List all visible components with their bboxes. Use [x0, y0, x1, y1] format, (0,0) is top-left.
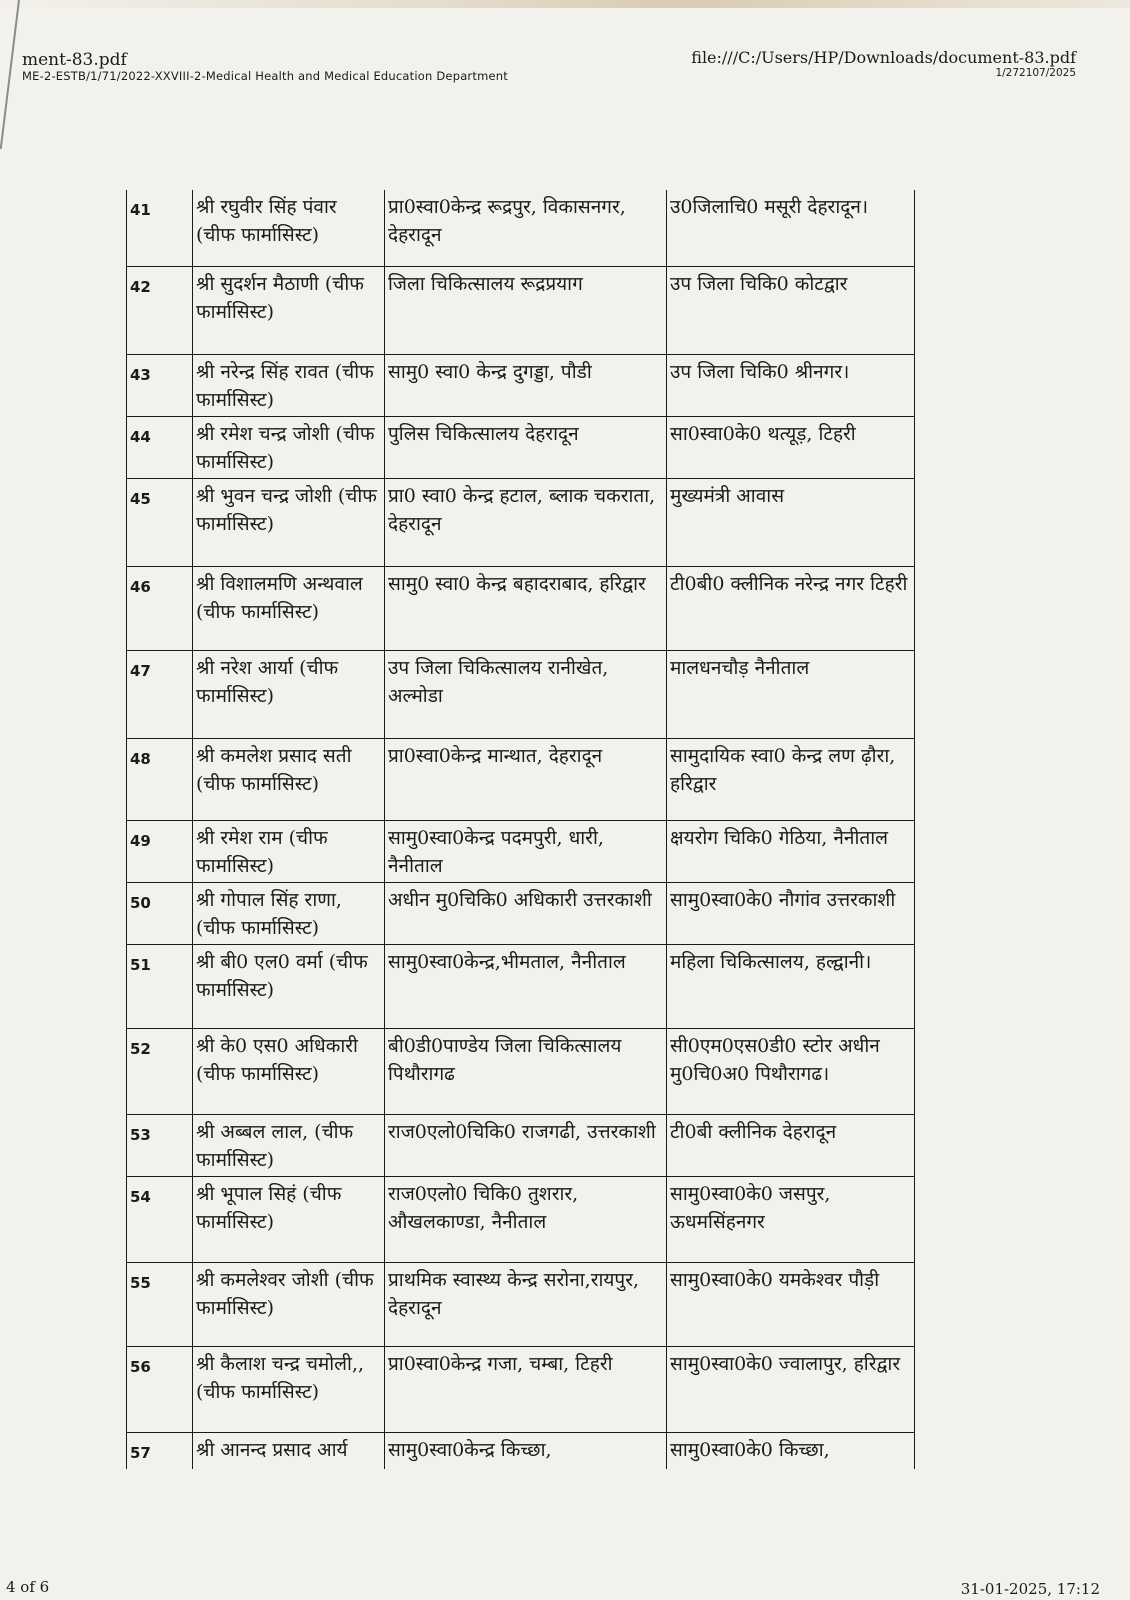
employee-name: श्री बी0 एल0 वर्मा (चीफ फार्मासिस्ट) [193, 944, 385, 1028]
row-number: 55 [127, 1262, 193, 1346]
page-number: 4 of 6 [6, 1578, 50, 1596]
current-posting: सामु0स्वा0केन्द्र,भीमताल, नैनीताल [385, 944, 667, 1028]
table-row [127, 820, 915, 882]
row-number: 57 [127, 1432, 193, 1469]
transfer-posting: सी0एम0एस0डी0 स्टोर अधीन मु0चि0अ0 पिथौरागढ। [667, 1028, 915, 1114]
table-row [127, 1028, 915, 1114]
row-number: 49 [127, 820, 193, 882]
current-posting: उप जिला चिकित्सालय रानीखेत, अल्मोडा [385, 650, 667, 738]
employee-name: श्री गोपाल सिंह राणा, (चीफ फार्मासिस्ट) [193, 882, 385, 944]
transfer-posting: टी0बी क्लीनिक देहरादून [667, 1114, 915, 1176]
current-posting: सामु0स्वा0केन्द्र पदमपुरी, धारी, नैनीताल [385, 820, 667, 882]
transfer-posting: उप जिला चिकि0 कोटद्वार [667, 266, 915, 354]
row-number: 44 [127, 416, 193, 478]
current-posting: जिला चिकित्सालय रूद्रप्रयाग [385, 266, 667, 354]
transfer-posting: सामु0स्वा0के0 नौगांव उत्तरकाशी [667, 882, 915, 944]
row-number: 51 [127, 944, 193, 1028]
transfer-posting: सामु0स्वा0के0 किच्छा, [667, 1432, 915, 1469]
row-number: 50 [127, 882, 193, 944]
employee-name: श्री रमेश चन्द्र जोशी (चीफ फार्मासिस्ट) [193, 416, 385, 478]
current-posting: अधीन मु0चिकि0 अधिकारी उत्तरकाशी [385, 882, 667, 944]
transfer-posting: उ0जिलाचि0 मसूरी देहरादून। [667, 190, 915, 266]
current-posting: सामु0स्वा0केन्द्र किच्छा, [385, 1432, 667, 1469]
row-number: 42 [127, 266, 193, 354]
header-right [691, 50, 1076, 79]
print-datetime: 31-01-2025, 17:12 [960, 1580, 1100, 1598]
employee-name: श्री नरेश आर्या (चीफ फार्मासिस्ट) [193, 650, 385, 738]
row-number: 46 [127, 566, 193, 650]
employee-name: श्री आनन्द प्रसाद आर्य [193, 1432, 385, 1469]
header-file-path: file:///C:/Users/HP/Downloads/document-83.pdf [691, 48, 1076, 67]
employee-name: श्री सुदर्शन मैठाणी (चीफ फार्मासिस्ट) [193, 266, 385, 354]
table-row [127, 944, 915, 1028]
employee-name: श्री नरेन्द्र सिंह रावत (चीफ फार्मासिस्ट) [193, 354, 385, 416]
current-posting: राज0एलो0चिकि0 राजगढी, उत्तरकाशी [385, 1114, 667, 1176]
employee-name: श्री भुवन चन्द्र जोशी (चीफ फार्मासिस्ट) [193, 478, 385, 566]
transfer-posting: उप जिला चिकि0 श्रीनगर। [667, 354, 915, 416]
table-row [127, 1176, 915, 1262]
table-row [127, 354, 915, 416]
transfer-posting: टी0बी0 क्लीनिक नरेन्द्र नगर टिहरी [667, 566, 915, 650]
transfer-posting: क्षयरोग चिकि0 गेठिया, नैनीताल [667, 820, 915, 882]
transfer-posting: सा0स्वा0के0 थत्यूड़, टिहरी [667, 416, 915, 478]
transfer-posting: मालधनचौड़ नैनीताल [667, 650, 915, 738]
header-reference: ME-2-ESTB/1/71/2022-XXVIII-2-Medical Health and Medical Education Department [22, 68, 508, 83]
header-file-name: ment-83.pdf [22, 50, 127, 70]
transfer-table [126, 190, 915, 1469]
transfer-posting: मुख्यमंत्री आवास [667, 478, 915, 566]
header-ref-number: 1/272107/2025 [995, 67, 1076, 79]
current-posting: बी0डी0पाण्डेय जिला चिकित्सालय पिथौरागढ [385, 1028, 667, 1114]
table-row [127, 416, 915, 478]
employee-name: श्री रघुवीर सिंह पंवार (चीफ फार्मासिस्ट) [193, 190, 385, 266]
row-number: 41 [127, 190, 193, 266]
employee-name: श्री कैलाश चन्द्र चमोली,, (चीफ फार्मासिस्ट) [193, 1346, 385, 1432]
current-posting: प्रा0स्वा0केन्द्र मान्थात, देहरादून [385, 738, 667, 820]
table-row [127, 738, 915, 820]
transfer-posting: सामु0स्वा0के0 यमकेश्वर पौड़ी [667, 1262, 915, 1346]
current-posting: सामु0 स्वा0 केन्द्र बहादराबाद, हरिद्वार [385, 566, 667, 650]
employee-name: श्री कमलेश्वर जोशी (चीफ फार्मासिस्ट) [193, 1262, 385, 1346]
table-row [127, 650, 915, 738]
table-row [127, 266, 915, 354]
row-number: 53 [127, 1114, 193, 1176]
table-row [127, 1114, 915, 1176]
transfer-posting: सामु0स्वा0के0 ज्वालापुर, हरिद्वार [667, 1346, 915, 1432]
employee-name: श्री रमेश राम (चीफ फार्मासिस्ट) [193, 820, 385, 882]
table-row [127, 478, 915, 566]
row-number: 43 [127, 354, 193, 416]
table-row [127, 190, 915, 266]
table-row [127, 1432, 915, 1469]
row-number: 52 [127, 1028, 193, 1114]
current-posting: पुलिस चिकित्सालय देहरादून [385, 416, 667, 478]
transfer-posting: सामु0स्वा0के0 जसपुर, ऊधमसिंहनगर [667, 1176, 915, 1262]
table-row [127, 566, 915, 650]
row-number: 47 [127, 650, 193, 738]
row-number: 48 [127, 738, 193, 820]
transfer-posting: सामुदायिक स्वा0 केन्द्र लण ढ़ौरा, हरिद्वार [667, 738, 915, 820]
row-number: 45 [127, 478, 193, 566]
current-posting: प्रा0 स्वा0 केन्द्र हटाल, ब्लाक चकराता, देहरादून [385, 478, 667, 566]
employee-name: श्री विशालमणि अन्थवाल (चीफ फार्मासिस्ट) [193, 566, 385, 650]
header-left [22, 52, 508, 82]
employee-name: श्री के0 एस0 अधिकारी (चीफ फार्मासिस्ट) [193, 1028, 385, 1114]
current-posting: प्रा0स्वा0केन्द्र रूद्रपुर, विकासनगर, देहरादून [385, 190, 667, 266]
transfer-posting: महिला चिकित्सालय, हल्द्वानी। [667, 944, 915, 1028]
row-number: 54 [127, 1176, 193, 1262]
current-posting: राज0एलो0 चिकि0 तुशरार, औखलकाण्डा, नैनीताल [385, 1176, 667, 1262]
table-row [127, 882, 915, 944]
transfer-table-wrap [126, 190, 914, 1469]
page-fold-line [0, 0, 20, 149]
employee-name: श्री अब्बल लाल, (चीफ फार्मासिस्ट) [193, 1114, 385, 1176]
table-row [127, 1262, 915, 1346]
employee-name: श्री कमलेश प्रसाद सती (चीफ फार्मासिस्ट) [193, 738, 385, 820]
current-posting: सामु0 स्वा0 केन्द्र दुगड्डा, पौडी [385, 354, 667, 416]
current-posting: प्राथमिक स्वास्थ्य केन्द्र सरोना,रायपुर, देहरादून [385, 1262, 667, 1346]
row-number: 56 [127, 1346, 193, 1432]
employee-name: श्री भूपाल सिहं (चीफ फार्मासिस्ट) [193, 1176, 385, 1262]
table-row [127, 1346, 915, 1432]
current-posting: प्रा0स्वा0केन्द्र गजा, चम्बा, टिहरी [385, 1346, 667, 1432]
page-top-edge [0, 0, 1130, 8]
